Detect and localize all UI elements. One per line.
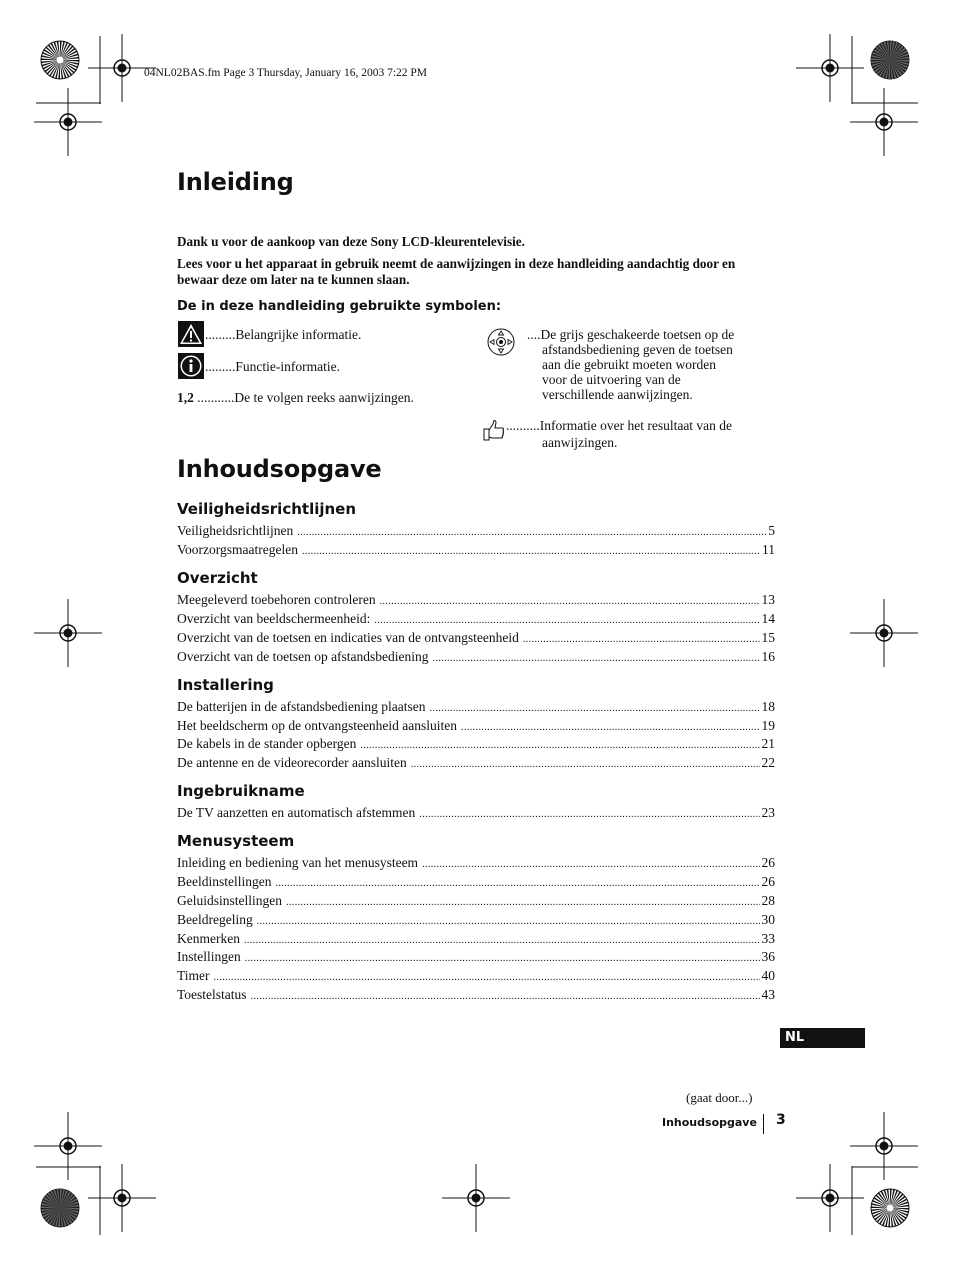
toc-entry-text: Kenmerken [177, 931, 240, 946]
leader-dots [251, 987, 760, 1006]
toc-entry-text: Beeldinstellingen [177, 874, 272, 889]
registration-rosette-icon [41, 1189, 79, 1227]
crosshair-target-icon [34, 88, 102, 156]
toc-entry-page: 13 [761, 592, 775, 607]
footer-section-label: Inhoudsopgave [662, 1116, 757, 1129]
toc-entry[interactable] [177, 734, 775, 755]
toc-entry[interactable] [177, 753, 775, 774]
toc-entry-page: 18 [761, 699, 775, 714]
toc-entry-page: 19 [761, 718, 775, 733]
crosshair-target-icon [88, 1164, 156, 1232]
toc-section-title: Menusysteem [177, 832, 295, 850]
toc-entry-page: 16 [761, 649, 775, 664]
registration-rosette-icon [41, 41, 79, 79]
toc-entry-text: Veiligheidsrichtlijnen [177, 523, 294, 538]
continued-note: (gaat door...) [686, 1090, 753, 1105]
toc-entry[interactable] [177, 891, 775, 912]
intro-instructions: Lees voor u het apparaat in gebruik neemt de aanwijzingen in deze handleiding aandachtig door en bewaar deze om later na te kunnen slaan. [177, 256, 736, 287]
crosshair-target-icon [34, 1112, 102, 1180]
toc-entry[interactable] [177, 872, 775, 893]
warning-icon [178, 321, 204, 347]
toc-entry-text: De TV aanzetten en automatisch afstemmen [177, 805, 416, 820]
toc-entry-text: Inleiding en bediening van het menusysteem [177, 855, 419, 870]
thumbs-up-icon [482, 419, 506, 443]
toc-section-title: Overzicht [177, 569, 258, 587]
symbol-result-line1: ..........Informatie over het resultaat van de [506, 418, 733, 433]
toc-entry[interactable] [177, 609, 775, 630]
toc-entry[interactable] [177, 910, 775, 931]
page-number: 3 [776, 1112, 786, 1128]
toc-entry-page: 23 [761, 805, 775, 820]
leader-dots [302, 542, 760, 561]
footer-divider [763, 1114, 764, 1134]
toc-entry-page: 33 [761, 931, 775, 946]
toc-entry-text: Overzicht van de toetsen en indicaties van de ontvangsteenheid [177, 630, 519, 645]
toc-entry-page: 5 [768, 523, 775, 538]
crosshair-target-icon [850, 599, 918, 667]
symbol-remote-line5: verschillende aanwijzingen. [542, 387, 693, 402]
toc-entry-text: Overzicht van de toetsen op afstandsbediening [177, 649, 429, 664]
toc-section-title: Veiligheidsrichtlijnen [177, 500, 357, 518]
toc-entry-text: De batterijen in de afstandsbediening plaatsen [177, 699, 426, 714]
symbol-remote-line1: ....De grijs geschakeerde toetsen op de [527, 327, 735, 342]
symbols-heading: De in deze handleiding gebruikte symbolen: [177, 299, 502, 314]
toc-entry[interactable] [177, 540, 775, 561]
info-icon [178, 353, 204, 379]
crosshair-target-icon [34, 599, 102, 667]
crosshair-target-icon [796, 1164, 864, 1232]
toc-entry-page: 26 [761, 855, 775, 870]
toc-entry[interactable] [177, 521, 775, 542]
remote-keys-icon [486, 327, 516, 357]
toc-entry-page: 14 [761, 611, 775, 626]
toc-entry[interactable] [177, 966, 775, 987]
toc-entry-text: Het beeldscherm op de ontvangsteenheid aansluiten [177, 718, 458, 733]
toc-entry[interactable] [177, 590, 775, 611]
page-title-toc: Inhoudsopgave [177, 455, 382, 483]
toc-entry[interactable] [177, 985, 775, 1006]
leader-dots [419, 805, 759, 824]
toc-entry-page: 40 [761, 968, 775, 983]
crosshair-target-icon [850, 88, 918, 156]
toc-entry-page: 28 [761, 893, 775, 908]
toc-entry-page: 36 [761, 949, 775, 964]
toc-entry-text: Instellingen [177, 949, 241, 964]
toc-entry[interactable] [177, 853, 775, 874]
toc-section-title: Installering [177, 676, 274, 694]
leader-dots [433, 649, 760, 668]
toc-entry[interactable] [177, 697, 775, 718]
toc-entry-page: 15 [761, 630, 775, 645]
toc-entry-text: De kabels in de stander opbergen [177, 736, 357, 751]
toc-entry-text: Meegeleverd toebehoren controleren [177, 592, 376, 607]
toc-section-title: Ingebruikname [177, 782, 305, 800]
crosshair-target-icon [442, 1164, 510, 1232]
symbol-remote-line2: afstandsbediening geven de toetsen [542, 342, 733, 357]
toc-entry-page: 26 [761, 874, 775, 889]
symbol-result-line2: aanwijzingen. [542, 435, 618, 450]
symbol-function-text: .........Functie-informatie. [205, 359, 340, 374]
page-title-intro: Inleiding [177, 168, 294, 196]
toc-entry-text: Overzicht van beeldschermeenheid: [177, 611, 371, 626]
leader-dots [411, 755, 760, 774]
steps-description: ...........De te volgen reeks aanwijzingen. [193, 390, 414, 405]
registration-rosette-icon [871, 1189, 909, 1227]
toc-entry-page: 22 [761, 755, 775, 770]
symbol-important-text: .........Belangrijke informatie. [205, 327, 362, 342]
steps-number: 1,2 [177, 390, 194, 405]
toc-entry-text: Geluidsinstellingen [177, 893, 282, 908]
toc-entry-page: 11 [762, 542, 775, 557]
file-info: 04NL02BAS.fm Page 3 Thursday, January 16, 2003 7:22 PM [144, 67, 428, 79]
toc-entry[interactable] [177, 803, 775, 824]
crosshair-target-icon [850, 1112, 918, 1180]
toc-entry-text: Timer [177, 968, 210, 983]
toc-entry-text: Voorzorgsmaatregelen [177, 542, 298, 557]
symbol-remote-line3: aan die gebruikt moeten worden [542, 357, 716, 372]
registration-rosette-icon [871, 41, 909, 79]
toc-entry-text: De antenne en de videorecorder aansluiten [177, 755, 407, 770]
intro-thanks: Dank u voor de aankoop van deze Sony LCD-kleurentelevisie. [177, 234, 525, 249]
language-badge: NL [780, 1028, 865, 1048]
toc-entry-page: 21 [761, 736, 775, 751]
symbol-steps-text [177, 390, 414, 405]
toc-entry[interactable] [177, 628, 775, 649]
toc-entry-page: 43 [761, 987, 775, 1002]
toc-entry[interactable] [177, 947, 775, 968]
symbol-remote-line4: voor de uitvoering van de [542, 372, 681, 387]
toc-entry[interactable] [177, 647, 775, 668]
toc-entry-page: 30 [761, 912, 775, 927]
toc-entry-text: Toestelstatus [177, 987, 247, 1002]
crosshair-target-icon [796, 34, 864, 102]
toc-entry-text: Beeldregeling [177, 912, 253, 927]
